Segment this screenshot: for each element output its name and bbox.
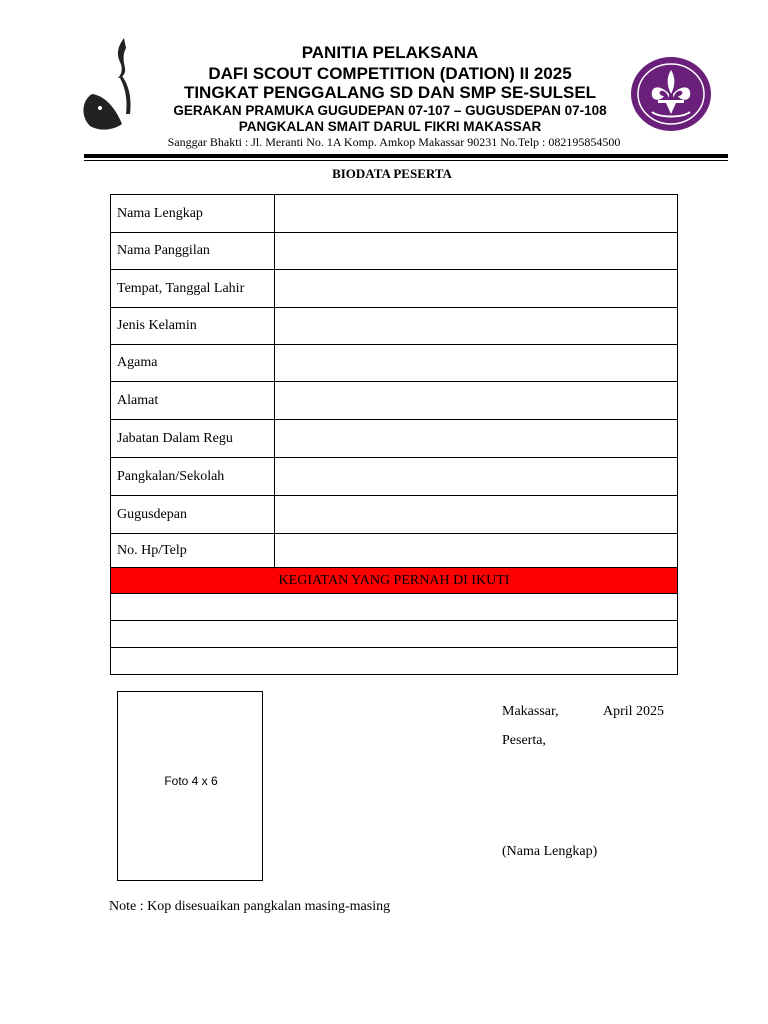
field-label: Jabatan Dalam Regu	[111, 420, 275, 457]
field-value-gugusdepan[interactable]	[275, 496, 677, 533]
header-line-4: GERAKAN PRAMUKA GUGUDEPAN 07-107 – GUGUSDEPAN 07-108	[173, 103, 607, 118]
signature-city: Makassar,	[502, 704, 559, 719]
field-value-no-hp-telp[interactable]	[275, 534, 677, 567]
field-label: Gugusdepan	[111, 496, 275, 533]
table-row	[111, 195, 677, 233]
header-line-3: TINGKAT PENGGALANG SD DAN SMP SE-SULSEL	[183, 83, 597, 102]
table-row	[111, 382, 677, 420]
field-value-tempat-tanggal-lahir[interactable]	[275, 270, 677, 307]
table-row	[111, 233, 677, 270]
photo-label: Foto 4 x 6	[164, 774, 218, 788]
table-row	[111, 496, 677, 534]
header-line-1: PANITIA PELAKSANA	[301, 43, 479, 62]
activities-header: KEGIATAN YANG PERNAH DI IKUTI	[111, 568, 677, 594]
field-label: Alamat	[111, 382, 275, 419]
photo-box	[117, 691, 263, 881]
field-label: Nama Lengkap	[111, 195, 275, 232]
table-row	[111, 534, 677, 568]
note-text: Note : Kop disesuaikan pangkalan masing-masing	[109, 899, 391, 914]
table-row	[111, 345, 677, 382]
header-line-2: DAFI SCOUT COMPETITION (DATION) II 2025	[208, 64, 572, 83]
page-title: BIODATA PESERTA	[332, 166, 452, 181]
header-divider-thin	[84, 160, 728, 161]
biodata-table	[110, 194, 678, 675]
field-value-agama[interactable]	[275, 345, 677, 381]
header-address: Sanggar Bhakti : Jl. Meranti No. 1A Komp. Amkop Makassar 90231 No.Telp : 082195854500	[167, 135, 621, 149]
field-value-alamat[interactable]	[275, 382, 677, 419]
field-label: Pangkalan/Sekolah	[111, 458, 275, 495]
table-row	[111, 308, 677, 345]
activity-row[interactable]	[111, 621, 677, 648]
table-row	[111, 420, 677, 458]
header-divider-thick	[84, 154, 728, 158]
field-value-pangkalan-sekolah[interactable]	[275, 458, 677, 495]
field-label: Nama Panggilan	[111, 233, 275, 269]
table-row	[111, 458, 677, 496]
table-row	[111, 270, 677, 308]
field-value-nama-lengkap[interactable]	[275, 195, 677, 232]
activity-row[interactable]	[111, 648, 677, 674]
field-label: No. Hp/Telp	[111, 534, 275, 567]
activity-row[interactable]	[111, 594, 677, 621]
field-label: Jenis Kelamin	[111, 308, 275, 344]
field-label: Tempat, Tanggal Lahir	[111, 270, 275, 307]
signature-date: April 2025	[603, 704, 665, 719]
field-value-jenis-kelamin[interactable]	[275, 308, 677, 344]
field-label: Agama	[111, 345, 275, 381]
header-line-5: PANGKALAN SMAIT DARUL FIKRI MAKASSAR	[238, 119, 542, 134]
signature-role: Peserta,	[502, 733, 546, 748]
signature-name: (Nama Lengkap)	[502, 844, 598, 859]
field-value-jabatan-dalam-regu[interactable]	[275, 420, 677, 457]
field-value-nama-panggilan[interactable]	[275, 233, 677, 269]
